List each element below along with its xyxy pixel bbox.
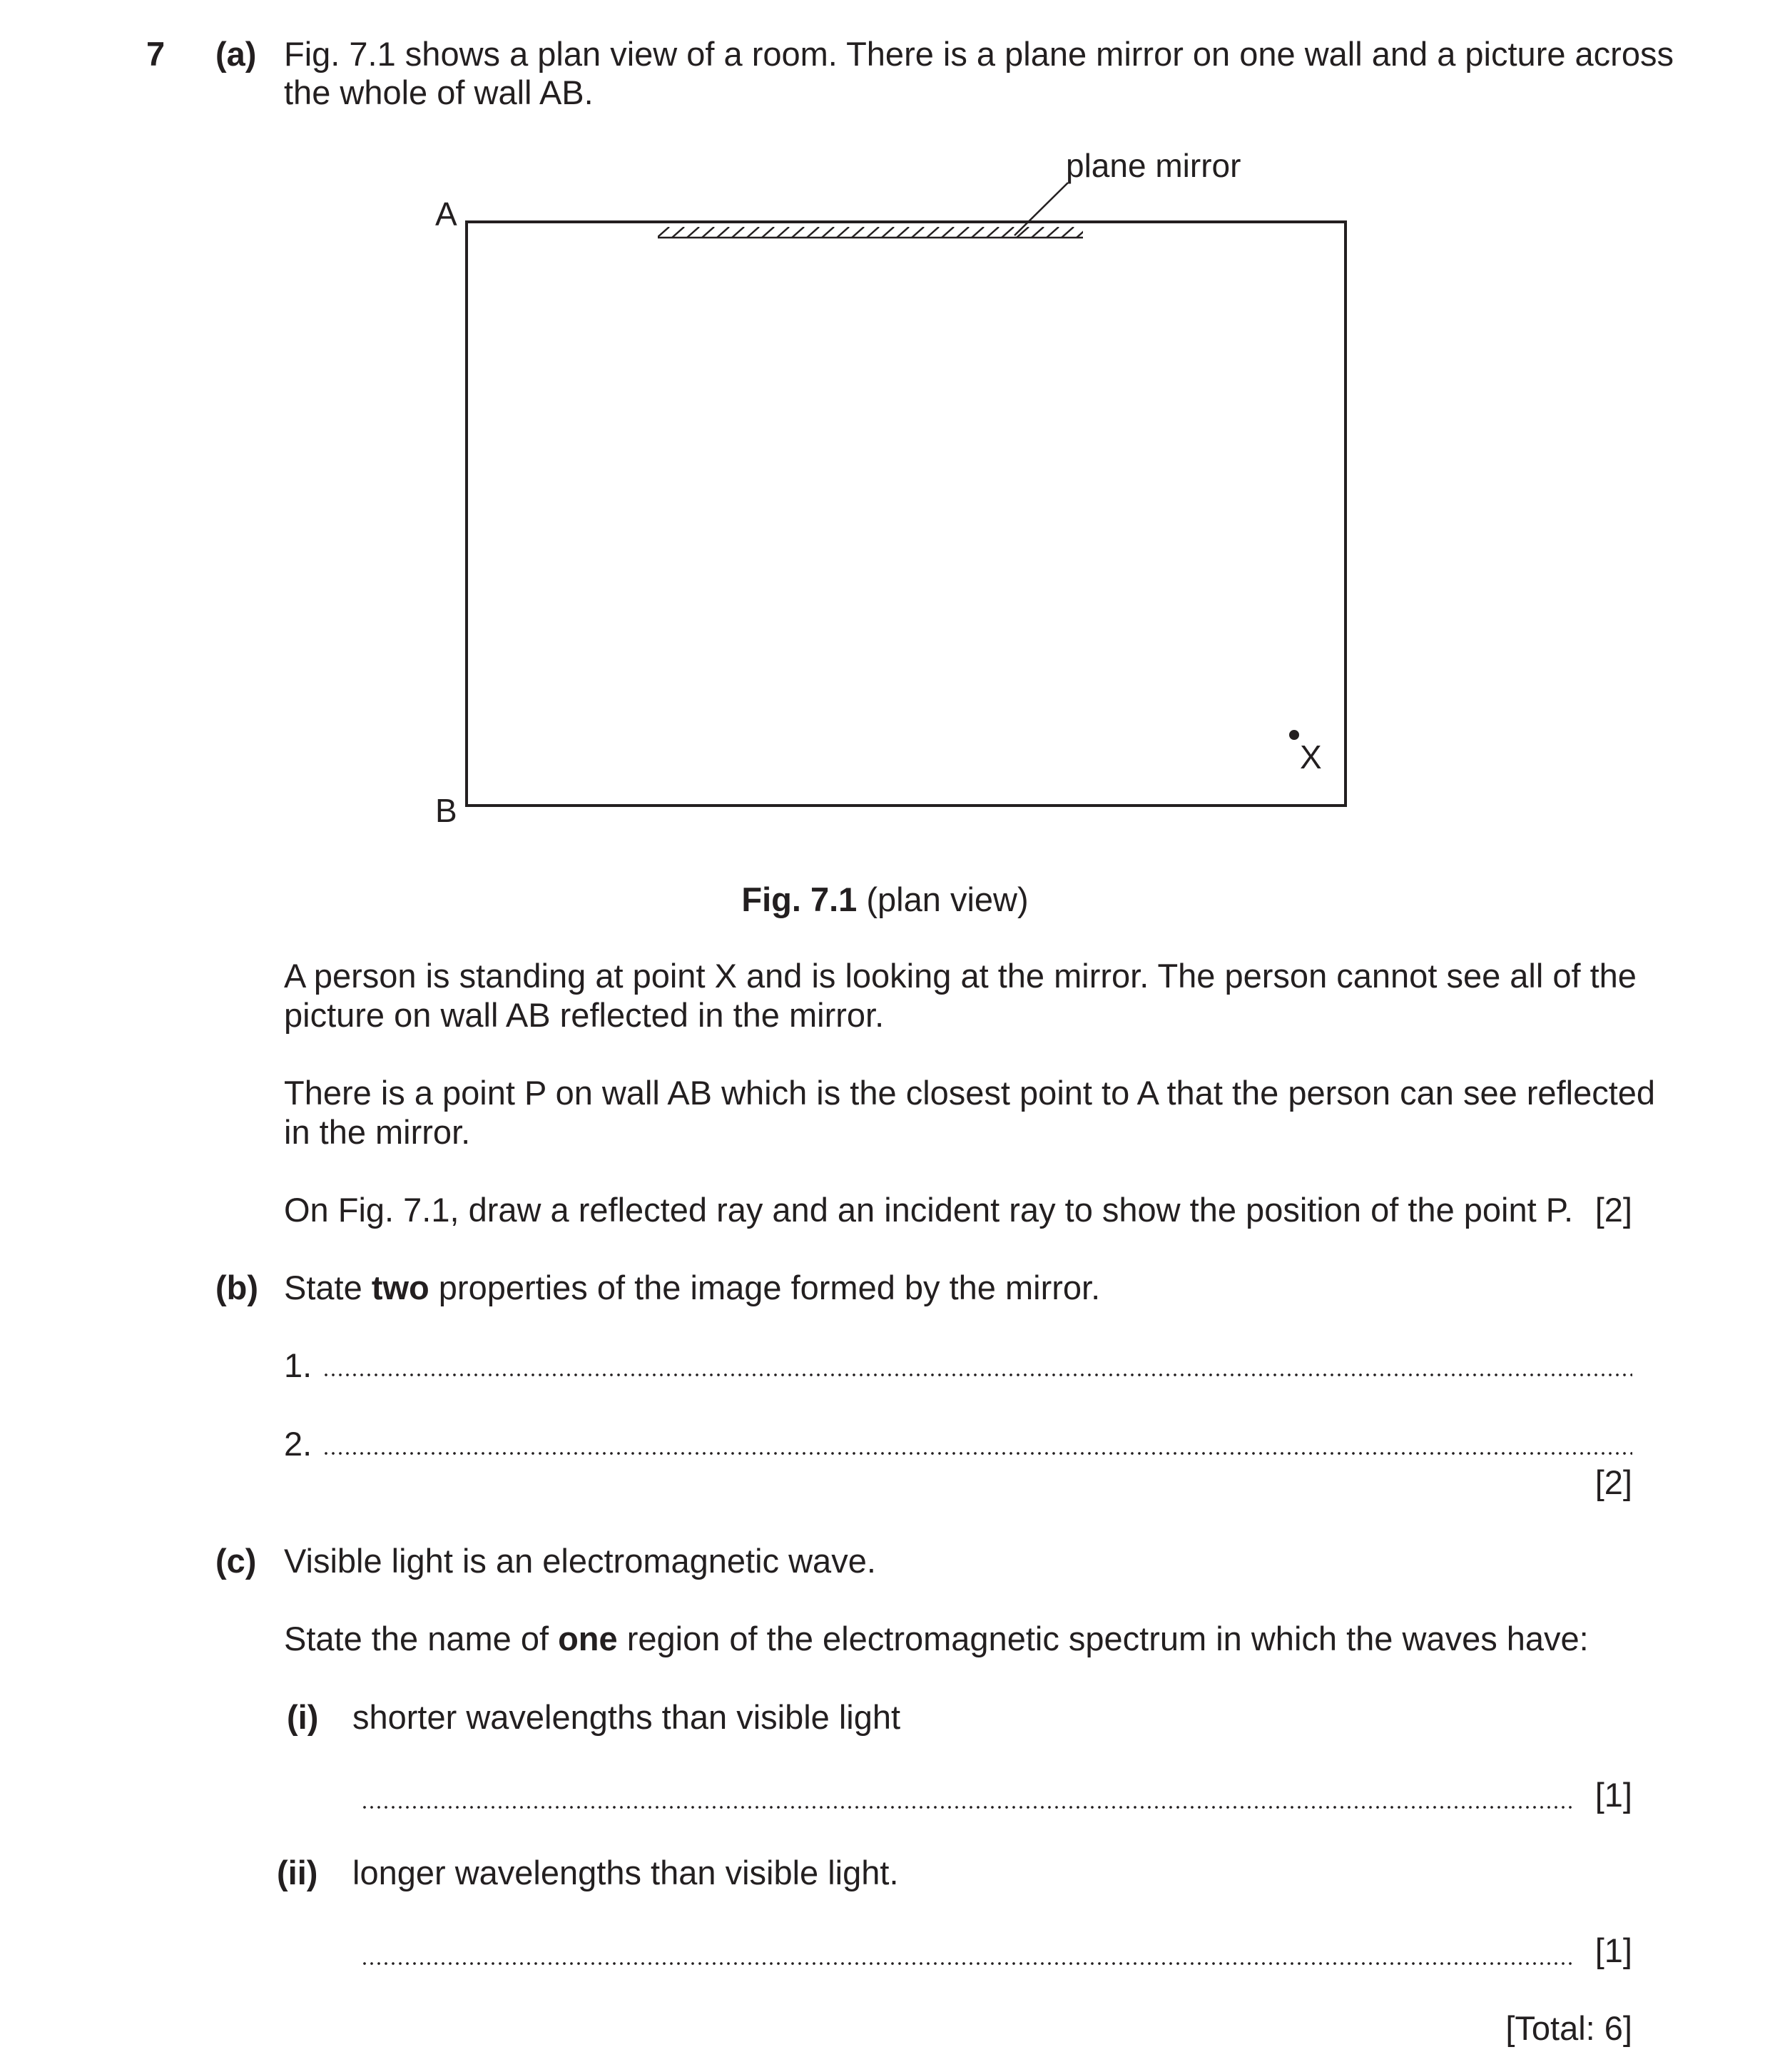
part-b-marks: [2]: [1594, 1463, 1632, 1501]
answer-line-2-label: 2.: [284, 1425, 312, 1463]
figure-caption-rest: (plan view): [857, 880, 1029, 918]
mirror-hatch-stroke: [897, 227, 909, 238]
part-a-intro-line2: the whole of wall AB.: [284, 73, 594, 111]
figure-caption: [0, 880, 1770, 920]
mirror-hatch-stroke: [1002, 227, 1014, 238]
figure-caption-bold: Fig. 7.1: [741, 880, 858, 918]
part-a-marks: [2]: [1594, 1191, 1632, 1229]
mirror-hatch-stroke: [1047, 227, 1059, 238]
answer-line-1-label: 1.: [284, 1346, 312, 1384]
mirror-hatch-stroke: [687, 227, 699, 238]
mirror-hatch-stroke: [942, 227, 954, 238]
sub-part-ii-text: longer wavelengths than visible light.: [352, 1854, 899, 1891]
part-c-prompt: State the name of one region of the electromagnetic spectrum in which the waves have:: [284, 1620, 1589, 1657]
mirror-label: plane mirror: [1066, 147, 1241, 184]
mirror-hatch-stroke: [732, 227, 744, 238]
corner-label-b: B: [435, 792, 457, 829]
mirror-hatch-stroke: [1092, 227, 1104, 238]
mirror-hatch-stroke: [792, 227, 804, 238]
answer-line-2[interactable]: [322, 1451, 1632, 1456]
paragraph-2-line2: in the mirror.: [284, 1113, 471, 1151]
sub-part-i-label: (i): [287, 1698, 319, 1736]
room-outline: [467, 222, 1346, 806]
mirror-hatch-stroke: [912, 227, 924, 238]
point-x-dot: [1289, 730, 1299, 740]
mirror-hatch-stroke: [807, 227, 819, 238]
room-plan-figure: [0, 0, 1770, 928]
sub-part-i-text: shorter wavelengths than visible light: [352, 1698, 901, 1736]
sub-part-ii-answer-line[interactable]: [361, 1961, 1575, 1966]
sub-part-ii-marks: [1]: [1594, 1931, 1632, 1969]
mirror-hatch-stroke: [867, 227, 879, 238]
mirror-hatch-stroke: [837, 227, 849, 238]
mirror-hatch-stroke: [642, 227, 654, 238]
mirror-hatch-stroke: [672, 227, 684, 238]
point-x-label: X: [1300, 738, 1322, 776]
part-b-text: State two properties of the image formed by the mirror.: [284, 1269, 1101, 1306]
mirror-hatch-stroke: [852, 227, 864, 238]
corner-label-a: A: [435, 195, 457, 233]
mirror-hatch-stroke: [1062, 227, 1074, 238]
mirror-hatch-stroke: [1032, 227, 1044, 238]
paragraph-1-line1: A person is standing at point X and is looking at the mirror. The person cannot see all of the: [284, 957, 1637, 995]
part-c-label: (c): [215, 1542, 257, 1580]
total-marks: [Total: 6]: [1505, 2009, 1632, 2047]
part-a-instruction: On Fig. 7.1, draw a reflected ray and an incident ray to show the position of the point P.: [284, 1191, 1574, 1229]
paragraph-1-line2: picture on wall AB reflected in the mirror.: [284, 996, 885, 1034]
paragraph-2-line1: There is a point P on wall AB which is the closest point to A that the person can see reflected: [284, 1074, 1656, 1112]
mirror-hatch-stroke: [882, 227, 894, 238]
part-b-label: (b): [215, 1269, 259, 1306]
mirror-hatch-stroke: [822, 227, 834, 238]
part-a-intro-line1: Fig. 7.1 shows a plan view of a room. There is a plane mirror on one wall and a picture across: [284, 35, 1674, 73]
part-c-statement: Visible light is an electromagnetic wave.: [284, 1542, 876, 1580]
sub-part-i-answer-line[interactable]: [361, 1805, 1575, 1809]
mirror-hatch-stroke: [762, 227, 774, 238]
mirror-hatch-stroke: [957, 227, 969, 238]
mirror-hatch-stroke: [972, 227, 984, 238]
part-a-label: (a): [215, 35, 257, 73]
plane-mirror-hatching: [642, 227, 1104, 238]
mirror-hatch-stroke: [1077, 227, 1089, 238]
mirror-label-leader: [1014, 183, 1068, 235]
mirror-hatch-stroke: [987, 227, 999, 238]
mirror-hatch-stroke: [717, 227, 729, 238]
mirror-hatch-stroke: [702, 227, 714, 238]
question-number: 7: [146, 35, 166, 73]
mirror-hatch-stroke: [657, 227, 669, 238]
mirror-hatch-stroke: [747, 227, 759, 238]
mirror-hatch-stroke: [927, 227, 939, 238]
sub-part-ii-label: (ii): [277, 1854, 318, 1891]
sub-part-i-marks: [1]: [1594, 1776, 1632, 1814]
mirror-hatch-stroke: [777, 227, 789, 238]
answer-line-1[interactable]: [322, 1373, 1632, 1377]
